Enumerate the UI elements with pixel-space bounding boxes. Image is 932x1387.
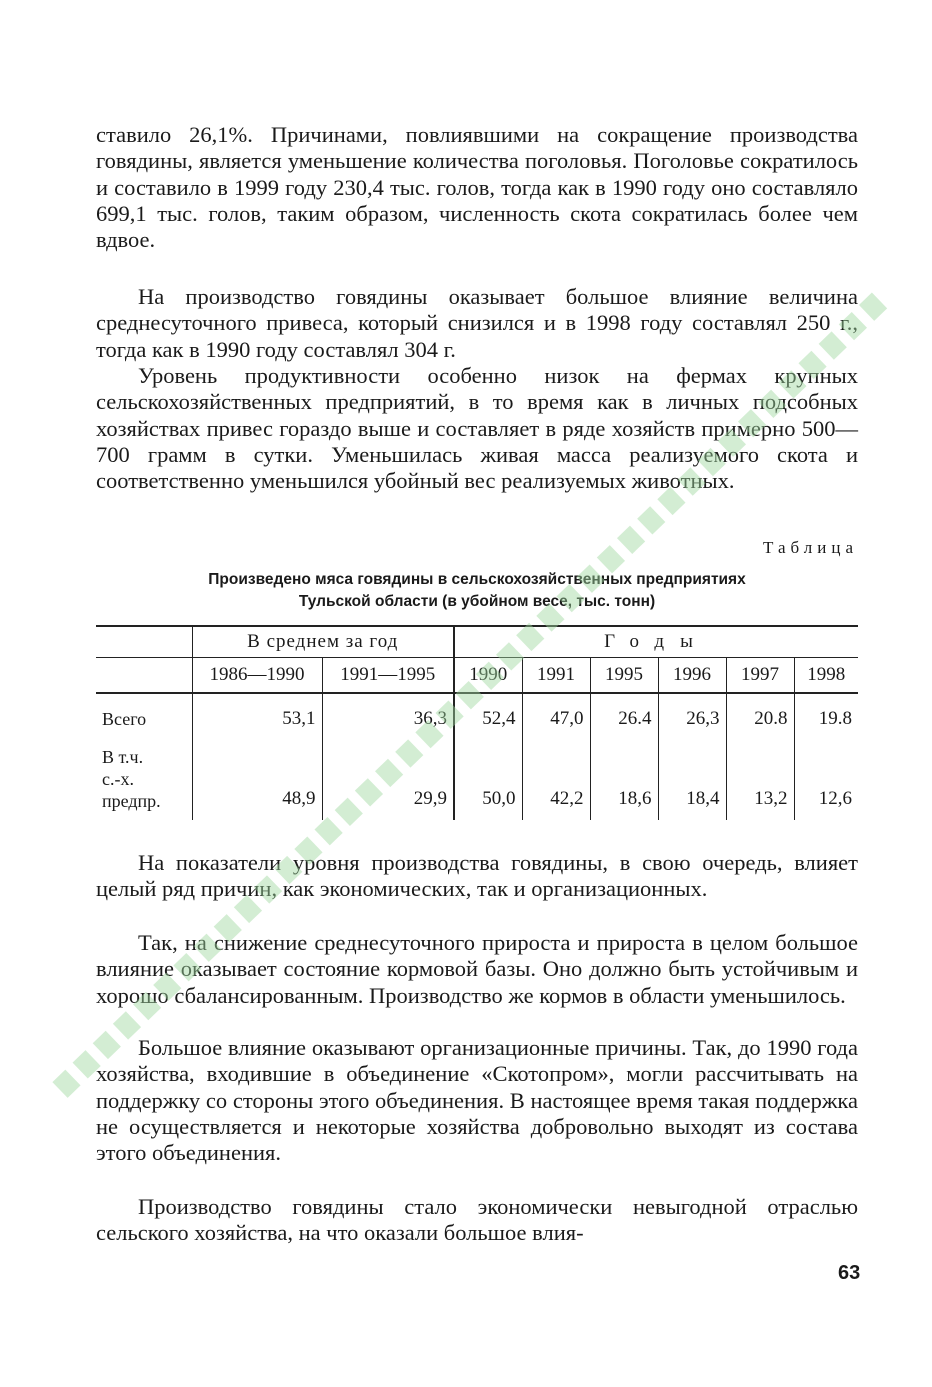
col-header: 1991—1995 — [322, 658, 454, 694]
paragraph-5: Так, на снижение среднесуточного прироста и прироста в целом большое влияние оказывает состояние кормовой базы. Оно должно быть устойчивым и хорошо сбалансированным. Производство же кормов в области уменьшилось. — [96, 930, 858, 1008]
row-label-line: предпр. — [102, 791, 161, 811]
row-label-line: В т.ч. — [102, 747, 144, 767]
table-cell: 20.8 — [726, 693, 794, 730]
row-label: Всего — [102, 709, 147, 729]
paragraph-1: ставило 26,1%. Причинами, повлиявшими на сокращение производства говядины, является уменьшение количества поголовья. Поголовье сократилось и составило в 1999 году 230,4 тыс. голов, тогда как в 1990 году оно составляло 699,1 тыс. голов, таким образом, численность скота сократилась более чем вдвое. — [96, 122, 858, 253]
table-caption-line-2: Тульской области (в убойном весе, тыс. тонн) — [298, 593, 656, 610]
table-cell: 29,9 — [322, 730, 454, 820]
table-row — [96, 730, 858, 820]
production-table — [96, 625, 858, 820]
table-cell: 19.8 — [794, 693, 858, 730]
table-header-row-2 — [96, 658, 858, 694]
table-cell: 52,4 — [454, 693, 522, 730]
table-header-row-1 — [96, 626, 858, 658]
paragraph-4: На показатели уровня производства говядины, в свою очередь, влияет целый ряд причин, как экономических, так и организационных. — [96, 850, 858, 902]
col-header: 1986—1990 — [192, 658, 322, 694]
table-label: Таблица — [763, 538, 858, 557]
table-cell: 26.4 — [590, 693, 658, 730]
col-header: 1995 — [590, 658, 658, 694]
col-header: 1997 — [726, 658, 794, 694]
table-cell: 18,6 — [590, 730, 658, 820]
header-average: В среднем за год — [192, 626, 454, 658]
paragraph-3: Уровень продуктивности особенно низок на фермах крупных сельскохозяйственных предприятий, в то время как в личных подсобных хозяйствах привес гораздо выше и составляет в ряде хозяйств примерно 500—700 грамм в сутки. Уменьшилась живая масса реализуемого скота и соответственно уменьшился убойный вес реализуемых животных. — [96, 363, 858, 494]
table-corner-cell — [96, 626, 192, 658]
table-cell: 47,0 — [522, 693, 590, 730]
paragraph-6: Большое влияние оказывают организационные причины. Так, до 1990 года хозяйства, входившие в объединение «Скотопром», могли рассчитывать на поддержку со стороны этого объединения. В настоящее время такая поддержка не осуществляется и некоторые хозяйства добровольно выходят из состава этого объединения. — [96, 1035, 858, 1166]
col-header: 1990 — [454, 658, 522, 694]
table-caption-line-1: Произведено мяса говядины в сельскохозяйственных предприятиях — [208, 571, 746, 588]
table-cell: 50,0 — [454, 730, 522, 820]
table-cell: 18,4 — [658, 730, 726, 820]
page-number: 63 — [838, 1262, 861, 1284]
paragraph-7: Производство говядины стало экономически невыгодной отраслью сельского хозяйства, на что оказали большое влия- — [96, 1194, 858, 1246]
table-cell: 42,2 — [522, 730, 590, 820]
table-row — [96, 693, 858, 730]
row-label — [96, 730, 192, 820]
table-cell: 48,9 — [192, 730, 322, 820]
table-cell: 13,2 — [726, 730, 794, 820]
table-cell: 12,6 — [794, 730, 858, 820]
table-cell: 26,3 — [658, 693, 726, 730]
table-cell: 53,1 — [192, 693, 322, 730]
col-header: 1991 — [522, 658, 590, 694]
col-header: 1998 — [794, 658, 858, 694]
table-cell: 36,3 — [322, 693, 454, 730]
table-caption — [96, 569, 858, 613]
header-years: Годы — [454, 626, 858, 658]
table-corner-cell-2 — [96, 658, 192, 694]
paragraph-2: На производство говядины оказывает большое влияние величина среднесуточного привеса, который снизился и в 1998 году составлял 250 г., тогда как в 1990 году составлял 304 г. — [96, 284, 858, 362]
col-header: 1996 — [658, 658, 726, 694]
row-label-line: с.-х. — [102, 769, 134, 789]
